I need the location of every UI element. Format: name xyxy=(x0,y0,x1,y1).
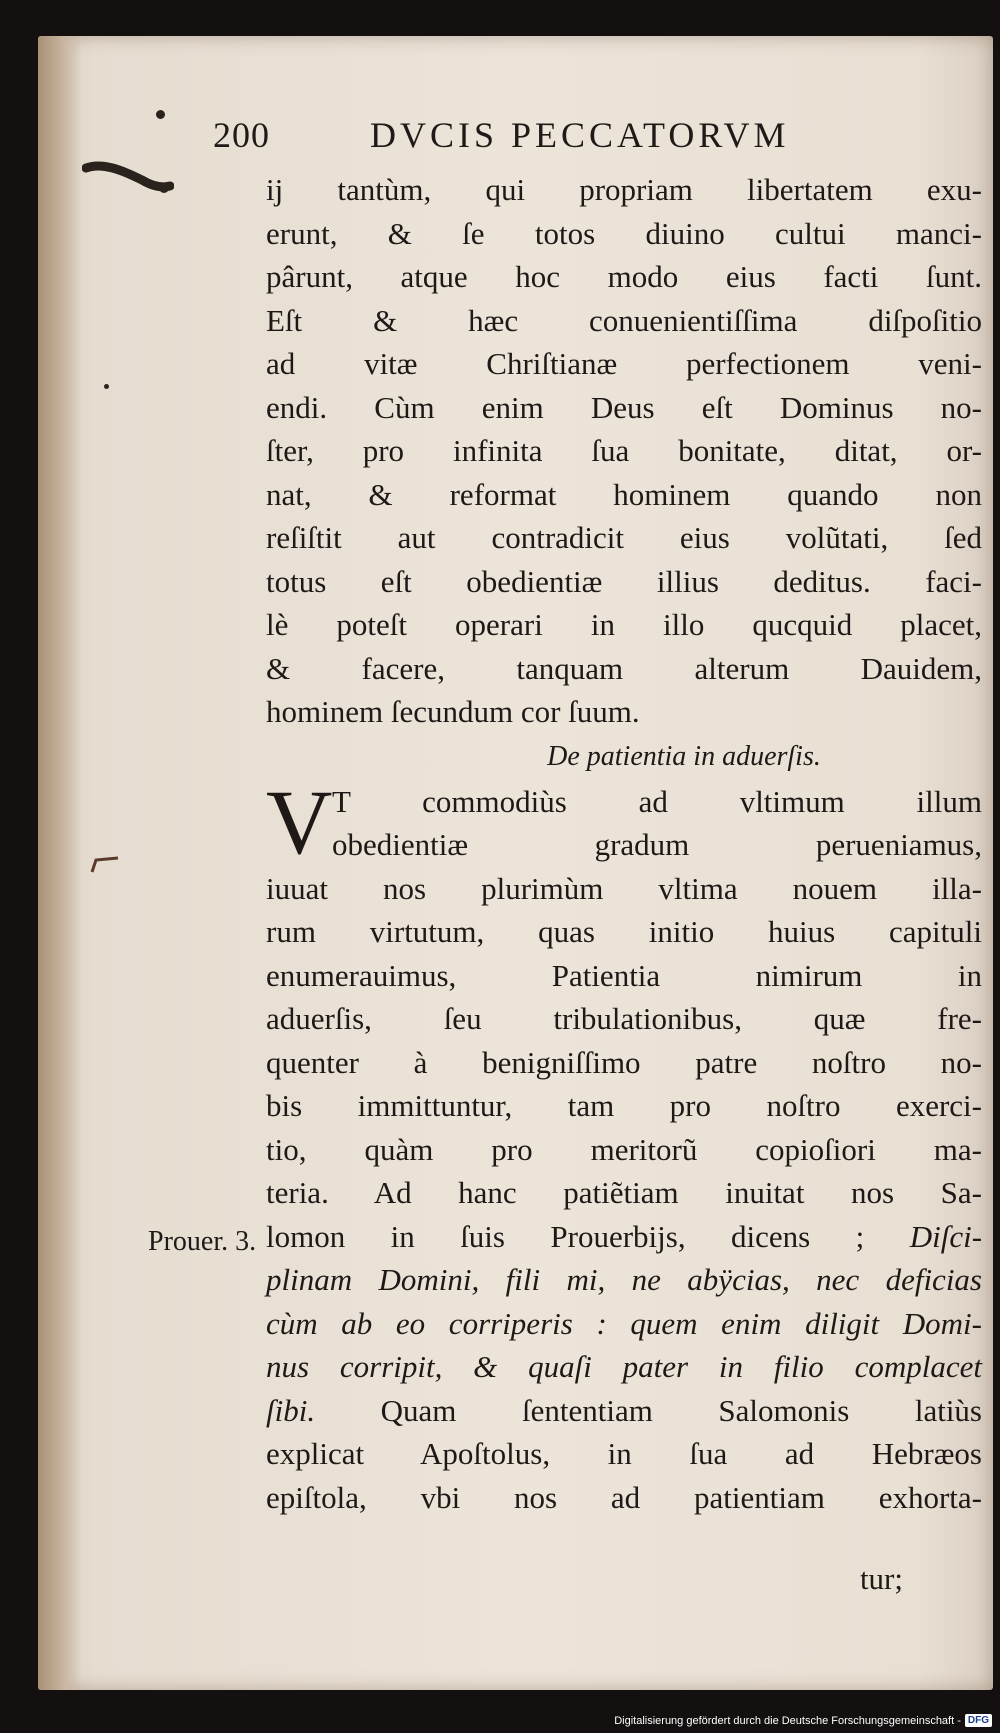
text-line: pârunt, atque hoc modo eius facti ſunt. xyxy=(266,259,982,294)
text-line: & facere, tanquam alterum Dauidem, xyxy=(266,650,982,686)
quote-line: plinam Domini, fili mi, ne abÿcias, nec deficias xyxy=(266,1262,982,1297)
ink-dot xyxy=(104,384,109,389)
text-line: teria. Ad hanc patiẽtiam inuitat nos Sa- xyxy=(266,1175,982,1210)
text-line: enumerauimus, Patientia nimirum in xyxy=(266,957,982,993)
text-line: nat, & reformat hominem quando non xyxy=(266,476,982,512)
page-header xyxy=(38,114,993,164)
paragraph-continued xyxy=(266,168,982,734)
main-text xyxy=(266,168,982,1519)
quote-line: nus corripit, & quaſi pater in filio complacet xyxy=(266,1349,982,1384)
text-line: explicat Apoſtolus, in ſua ad Hebræos xyxy=(266,1436,982,1471)
text-line: lè poteſt operari in illo qucquid placet, xyxy=(266,607,982,642)
text-line: hominem ſecundum cor ſuum. xyxy=(266,694,640,729)
text-line: tio, quàm pro meritorũ copioſiori ma- xyxy=(266,1131,982,1167)
text-after-quote: Quam ſententiam Salomonis latiùs xyxy=(380,1392,982,1428)
text-line: ſter, pro infinita ſua bonitate, ditat, or- xyxy=(266,433,982,468)
text-line: ij tantùm, qui propriam libertatem exu- xyxy=(266,172,982,207)
footer-credit xyxy=(614,1714,992,1727)
section-heading: De patientia in aduerſis. xyxy=(547,740,821,772)
text-line: Eſt & hæc conuenientiſſima diſpoſitio xyxy=(266,302,982,338)
quote-start: Diſci- xyxy=(909,1218,983,1254)
text-line: erunt, & ſe totos diuino cultui manci- xyxy=(266,215,982,251)
running-head: DVCIS PECCATORVM xyxy=(370,115,790,155)
text-line: epiſtola, vbi nos ad patientiam exhorta- xyxy=(266,1479,982,1515)
quote-line: cùm ab eo corriperis : quem enim diligit Domi- xyxy=(266,1305,982,1341)
text-line: endi. Cùm enim Deus eſt Dominus no- xyxy=(266,389,982,425)
book-page xyxy=(38,36,993,1690)
text-line: ad vitæ Chriſtianæ perfectionem veni- xyxy=(266,346,982,381)
dfg-logo: DFG xyxy=(965,1714,992,1727)
quote-lines xyxy=(266,1258,982,1389)
text-line: aduerſis, ſeu tribulationibus, quæ fre- xyxy=(266,1001,982,1036)
closing-lines xyxy=(266,1432,982,1519)
page-number: 200 xyxy=(213,115,270,155)
text-line: quenter à benigniſſimo patre noſtro no- xyxy=(266,1044,982,1080)
text-line: totus eſt obedientiæ illius deditus. faci- xyxy=(266,563,982,599)
quote-intro: lomon in ſuis Prouerbijs, dicens ; xyxy=(266,1218,865,1254)
text-line: iuuat nos plurimùm vltima nouem illa- xyxy=(266,870,982,906)
text-line xyxy=(266,1215,982,1259)
footer-credit-text: Digitalisierung gefördert durch die Deutsche Forschungsgemeinschaft - xyxy=(614,1714,961,1727)
text-line: obedientiæ gradum perueniamus, xyxy=(332,827,982,862)
catchword: tur; xyxy=(859,1561,903,1596)
section-body xyxy=(266,770,983,1520)
margin-mark-icon xyxy=(88,854,122,874)
text-line: rum virtutum, quas initio huius capituli xyxy=(266,914,982,949)
text-line: bis immittuntur, tam pro noſtro exerci- xyxy=(266,1088,982,1123)
ink-smudge-icon xyxy=(82,160,174,194)
page-shadow-edge xyxy=(38,36,82,1690)
drop-initial: V xyxy=(266,770,333,873)
section-lines xyxy=(266,867,982,1215)
margin-note: Prouer. 3. xyxy=(148,1226,257,1257)
text-line: reſiſtit aut contradicit eius volũtati, ſed xyxy=(266,520,982,555)
text-line: T commodiùs ad vltimum illum xyxy=(332,783,982,819)
text-line xyxy=(266,1389,982,1433)
quote-end: ſibi. xyxy=(266,1392,316,1428)
